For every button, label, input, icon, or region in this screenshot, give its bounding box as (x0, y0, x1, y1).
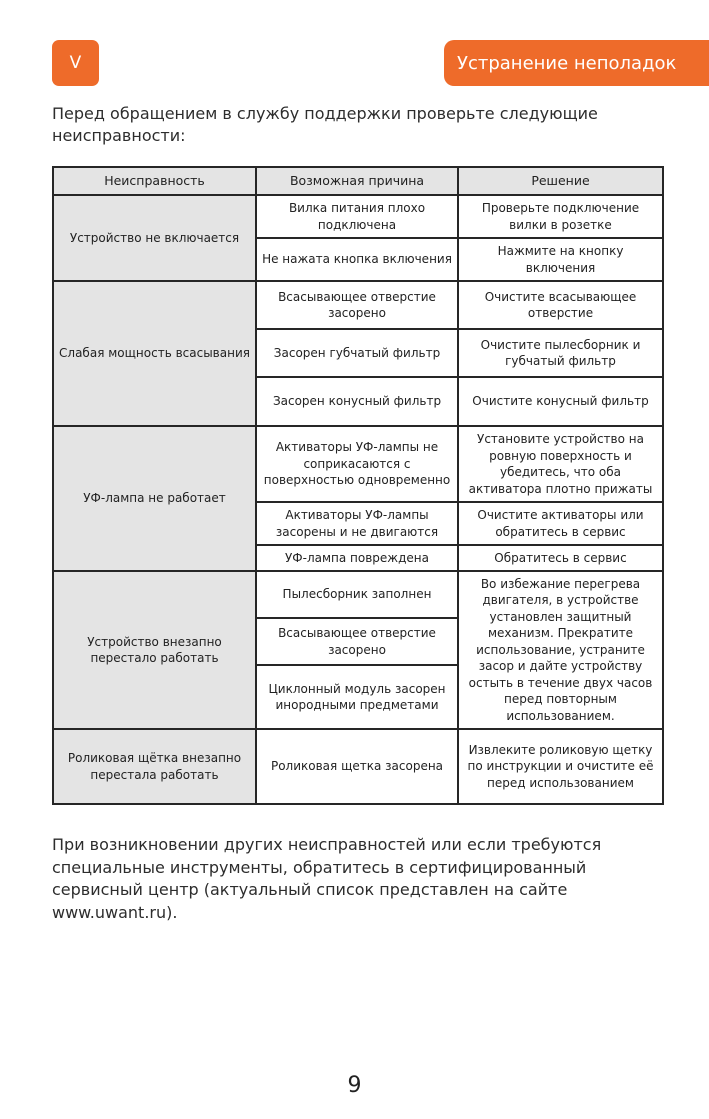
solution-cell: Очистите активаторы или обратитесь в сервис (458, 502, 663, 545)
solution-cell: Очистите всасывающее отверстие (458, 281, 663, 329)
problem-cell: Роликовая щётка внезапно перестала работать (53, 729, 256, 804)
cause-cell: Пылесборник заполнен (256, 571, 458, 618)
cause-cell: Вилка питания плохо подключена (256, 195, 458, 238)
table-row (53, 426, 663, 502)
cause-cell: Циклонный модуль засорен инородными предметами (256, 665, 458, 729)
header-solution: Решение (458, 167, 663, 195)
solution-cell: Проверьте подключение вилки в розетке (458, 195, 663, 238)
solution-cell: Установите устройство на ровную поверхность и убедитесь, что оба активатора плотно прижаты (458, 426, 663, 502)
cause-cell: Засорен губчатый фильтр (256, 329, 458, 377)
table-header-row (53, 167, 663, 195)
cause-cell: Роликовая щетка засорена (256, 729, 458, 804)
problem-cell: УФ-лампа не работает (53, 426, 256, 571)
section-badge: V (52, 40, 99, 86)
cause-cell: Засорен конусный фильтр (256, 377, 458, 426)
cause-cell: УФ-лампа повреждена (256, 545, 458, 571)
cause-cell: Активаторы УФ-лампы не соприкасаются с поверхностью одновременно (256, 426, 458, 502)
outro-paragraph: При возникновении других неисправностей или если требуются специальные инструменты, обратитесь в сертифицированный сервисный центр (актуальный список представлен на сайте www.uwant.ru). (52, 835, 602, 922)
header-problem: Неисправность (53, 167, 256, 195)
table-row (53, 195, 663, 238)
table-row (53, 729, 663, 804)
cause-cell: Всасывающее отверстие засорено (256, 281, 458, 329)
solution-cell: Обратитесь в сервис (458, 545, 663, 571)
table-row (53, 571, 663, 618)
problem-cell: Слабая мощность всасывания (53, 281, 256, 426)
cause-cell: Активаторы УФ-лампы засорены и не двигаются (256, 502, 458, 545)
solution-cell: Очистите пылесборник и губчатый фильтр (458, 329, 663, 377)
solution-cell: Нажмите на кнопку включения (458, 238, 663, 281)
troubleshooting-table (52, 166, 664, 805)
section-title: Устранение неполадок (444, 40, 709, 86)
page-number: 9 (347, 1073, 362, 1098)
cause-cell: Всасывающее отверстие засорено (256, 618, 458, 665)
table-row (53, 281, 663, 329)
intro-paragraph: Перед обращением в службу поддержки проверьте следующие неисправности: (52, 104, 598, 145)
cause-cell: Не нажата кнопка включения (256, 238, 458, 281)
solution-cell: Во избежание перегрева двигателя, в устройстве установлен защитный механизм. Прекратите использование, устраните засор и дайте устройству остыть в течение двух часов перед повторным использованием. (458, 571, 663, 729)
header-cause: Возможная причина (256, 167, 458, 195)
solution-cell: Извлеките роликовую щетку по инструкции и очистите её перед использованием (458, 729, 663, 804)
problem-cell: Устройство внезапно перестало работать (53, 571, 256, 729)
problem-cell: Устройство не включается (53, 195, 256, 281)
solution-cell: Очистите конусный фильтр (458, 377, 663, 426)
